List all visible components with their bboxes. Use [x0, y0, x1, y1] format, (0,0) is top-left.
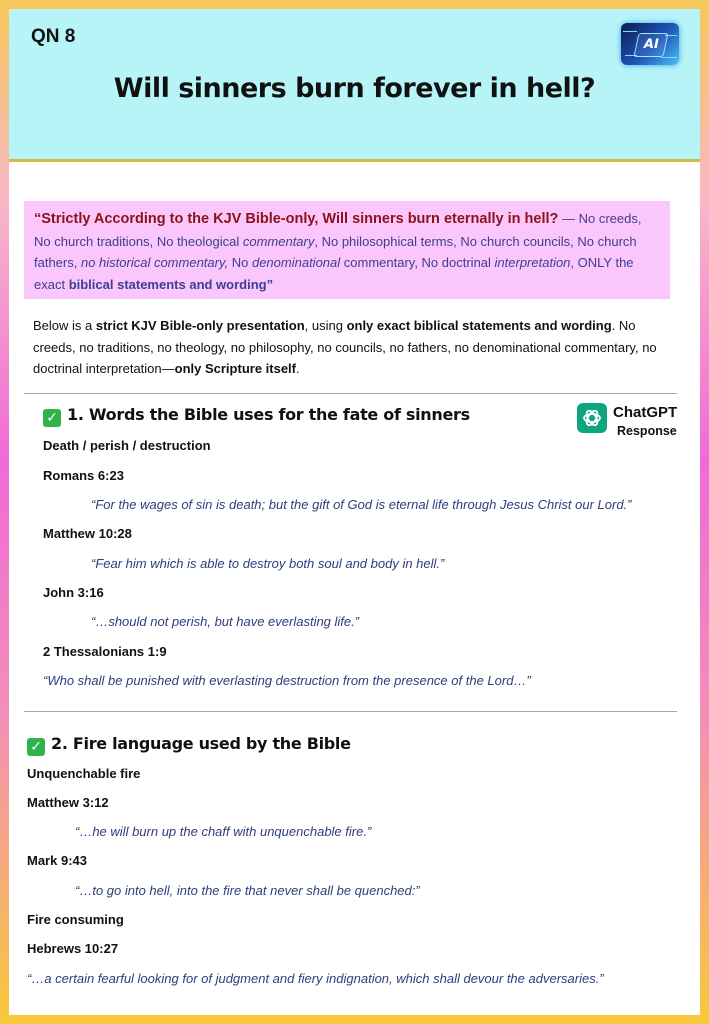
- question-number: QN 8: [31, 26, 76, 47]
- checkmark-icon: ✓: [27, 738, 45, 756]
- section-2-heading: [27, 734, 351, 756]
- verse-ref: Romans 6:23: [43, 468, 124, 483]
- prompt-text: commentary, No doctrinal: [340, 255, 495, 270]
- ai-chip-icon: [621, 23, 679, 65]
- ai-chip-label: AI: [642, 37, 661, 52]
- prompt-text: biblical statements and wording”: [68, 276, 274, 292]
- prompt-text: , ONLY the exact: [34, 255, 634, 292]
- prompt-text: no historical commentary,: [80, 255, 229, 270]
- verse-ref: Matthew 3:12: [27, 795, 109, 810]
- intro-paragraph: [33, 315, 678, 380]
- header-banner: [9, 9, 700, 162]
- checkmark-icon: ✓: [43, 409, 61, 427]
- prompt-text: interpretation: [494, 255, 571, 270]
- intro-text: only Scripture itself: [174, 361, 297, 376]
- chatgpt-name: ChatGPT: [613, 404, 678, 421]
- prompt-text: denominational: [251, 255, 341, 270]
- prompt-text: , No philosophical terms, No church councils, No church fathers,: [34, 233, 637, 270]
- intro-text: Below is a: [33, 318, 96, 333]
- prompt-question: “Strictly According to the KJV Bible-only, Will sinners burn eternally in hell?: [34, 211, 559, 227]
- verse-text: “…he will burn up the chaff with unquenchable fire.”: [75, 824, 372, 839]
- subhead: Death / perish / destruction: [43, 438, 211, 453]
- prompt-text: No: [228, 255, 252, 270]
- verse-ref: John 3:16: [43, 585, 104, 600]
- chatgpt-logo-icon: [577, 403, 607, 433]
- verse-text: “For the wages of sin is death; but the gift of God is eternal life through Jesus Christ our Lord.”: [91, 497, 632, 512]
- verse-ref: Matthew 10:28: [43, 526, 132, 541]
- prompt-text: commentary: [242, 233, 315, 249]
- intro-text: .: [296, 361, 300, 376]
- section-2-title: 2. Fire language used by the Bible: [51, 734, 351, 753]
- subhead: Fire consuming: [27, 912, 124, 927]
- section-1-title: 1. Words the Bible uses for the fate of sinners: [67, 405, 470, 424]
- verse-text: “…a certain fearful looking for of judgment and fiery indignation, which shall devour the adversaries.”: [27, 971, 604, 986]
- divider: [24, 711, 677, 712]
- page: [9, 9, 700, 1015]
- chatgpt-badge: [577, 401, 687, 445]
- prompt-box: [24, 201, 670, 299]
- verse-text: “…should not perish, but have everlasting life.”: [91, 614, 360, 629]
- page-title: Will sinners burn forever in hell?: [113, 73, 596, 104]
- verse-text: “…to go into hell, into the fire that never shall be quenched:”: [75, 883, 420, 898]
- verse-text: “Fear him which is able to destroy both soul and body in hell.”: [91, 556, 445, 571]
- chatgpt-subtitle: Response: [617, 424, 677, 438]
- divider: [24, 393, 677, 394]
- intro-text: , using: [304, 318, 347, 333]
- intro-text: only exact biblical statements and wording: [346, 318, 612, 333]
- verse-ref: Hebrews 10:27: [27, 941, 119, 956]
- verse-ref: Mark 9:43: [27, 853, 87, 868]
- verse-ref: 2 Thessalonians 1:9: [43, 644, 167, 659]
- verse-text: “Who shall be punished with everlasting destruction from the presence of the Lord…”: [43, 673, 531, 688]
- subhead: Unquenchable fire: [27, 766, 141, 781]
- section-1-heading: [43, 405, 470, 427]
- intro-text: . No creeds, no traditions, no theology, no philosophy, no councils, no fathers, no denominational commentary, no doctrinal interpretation—: [33, 318, 657, 376]
- intro-text: strict KJV Bible-only presentation: [95, 318, 305, 333]
- prompt-text: — No creeds, No church traditions, No theological: [34, 211, 642, 249]
